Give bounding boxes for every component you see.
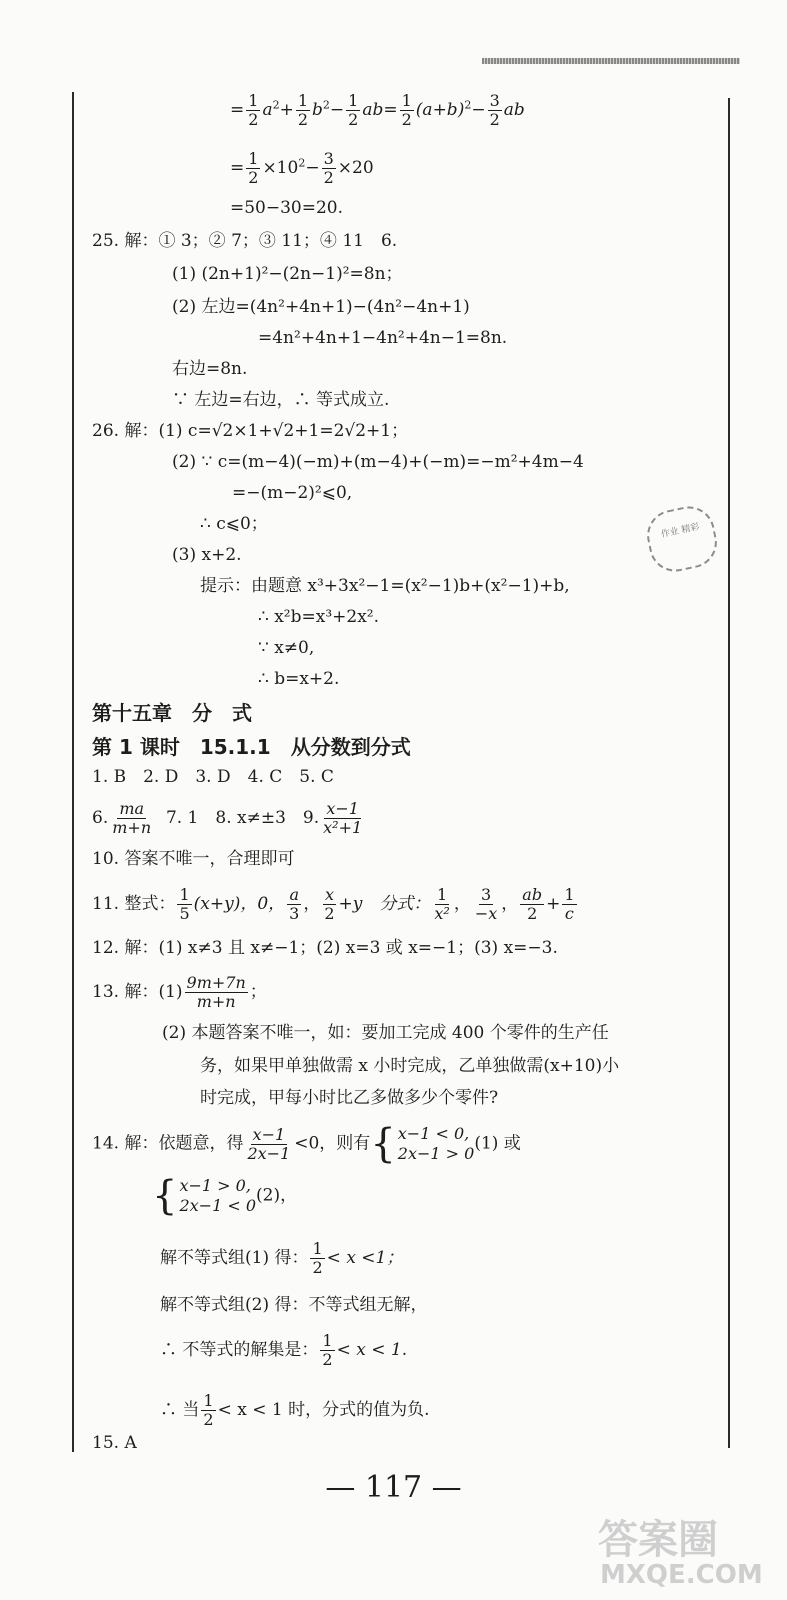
q25-part2-cont: =4n²+4n+1−4n²+4n−1=8n. bbox=[258, 328, 508, 348]
watermark-logo: 答案圈 bbox=[598, 1517, 718, 1563]
q26-hint-1: ∴ x²b=x³+2x². bbox=[258, 607, 380, 627]
eq-line-1: = $\frac{1}{2}$ $a^2+$ $\frac{1}{2}$ $b^2-$ $\frac{1}{2}$ ab= $\frac{1}{2}$ $(a+b)^2-$ $\frac{3}{2}$ ab bbox=[230, 91, 525, 129]
q13-part2-cont2: 时完成，甲每小时比乙多做多少个零件? bbox=[200, 1088, 499, 1108]
q26-part3: (3) x+2. bbox=[172, 545, 242, 565]
q6-9-answers: 6. $\frac{ma}{m+n}$ 7. 1 8. x≠±3 9. $\frac{x-1}{\text{x²+1}}$ bbox=[92, 799, 363, 837]
q26-part2-conclusion: ∴ c⩽0； bbox=[200, 514, 268, 534]
eq-line-3: =50−30=20. bbox=[230, 198, 344, 218]
q25-part2: (2) 左边=(4n²+4n+1)−(4n²−4n+1) bbox=[172, 297, 470, 317]
q25-answer: 25. 解：① 3；② 7；③ 11；④ 11 6. bbox=[92, 231, 398, 251]
stamp: 作业 精彩 bbox=[642, 502, 721, 577]
q10-answer: 10. 答案不唯一，合理即可 bbox=[92, 849, 295, 869]
q13-part2-cont1: 务，如果甲单独做需 x 小时完成，乙单独做需(x+10)小 bbox=[200, 1056, 620, 1076]
q25-part1: (1) (2n+1)²−(2n−1)²=8n； bbox=[172, 264, 403, 284]
q26-hint-3: ∴ b=x+2. bbox=[258, 669, 340, 689]
q13-part2: (2) 本题答案不唯一，如：要加工完成 400 个零件的生产任 bbox=[162, 1023, 609, 1043]
chapter-title: 第十五章 分 式 bbox=[92, 701, 252, 725]
q14-answer: 14. 解：依题意，得 $\frac{x-1}{2x-1}$ <0，则有 { x−1 < 0, 2x−1 > 0 (1) 或 bbox=[92, 1121, 521, 1167]
q26-hint: 提示：由题意 x³+3x²−1=(x²−1)b+(x²−1)+b, bbox=[200, 576, 570, 596]
q15-answer: 15. A bbox=[92, 1433, 137, 1453]
top-dotted-rule bbox=[482, 58, 740, 64]
q14-system2: { x−1 > 0, 2x−1 < 0 (2)， bbox=[152, 1173, 298, 1219]
q26-hint-2: ∵ x≠0, bbox=[258, 638, 315, 658]
page-number: — 117 — bbox=[325, 1470, 462, 1505]
q14-solve1: 解不等式组(1) 得： $\frac{1}{2}$ < x <1； bbox=[160, 1239, 404, 1277]
q26-answer: 26. 解：(1) c=√2×1+√2+1=2√2+1； bbox=[92, 421, 409, 441]
lesson-title: 第 1 课时 15.1.1 从分数到分式 bbox=[92, 735, 411, 759]
q26-part2: (2) ∵ c=(m−4)(−m)+(m−4)+(−m)=−m²+4m−4 bbox=[172, 452, 584, 472]
right-margin-rule bbox=[728, 98, 730, 1448]
q1-5-answers: 1. B 2. D 3. D 4. C 5. C bbox=[92, 767, 334, 787]
q12-answer: 12. 解：(1) x≠3 且 x≠−1；(2) x=3 或 x=−1；(3) x=−3. bbox=[92, 938, 558, 958]
watermark-url: MXQE.COM bbox=[600, 1560, 763, 1590]
eq-line-2: = $\frac{1}{2}$ $\times 10^2-$ $\frac{3}{2}$ ×20 bbox=[230, 149, 374, 187]
q26-part2-cont: =−(m−2)²⩽0, bbox=[232, 483, 353, 503]
q11-answer: 11. 整式： $\frac{1}{5}$ (x+y)，0， $\frac{a}{3}$ ， $\frac{x}{2}$ +y 分式： $\frac{1}{\text{x²}}$ ， $\frac{3}{-x}$ ， $\frac{ab}{2}$ + $\frac{1}{c}$ bbox=[92, 885, 575, 923]
q14-solve2: 解不等式组(2) 得：不等式组无解， bbox=[160, 1295, 428, 1315]
q25-right-side: 右边=8n. bbox=[172, 359, 248, 379]
q13-answer: 13. 解：(1) $\frac{9m+7n}{m+n}$ ； bbox=[92, 973, 267, 1011]
q14-solution-set: ∴ 不等式的解集是： $\frac{1}{2}$ < x < 1. bbox=[160, 1331, 408, 1369]
q14-conclusion: ∴ 当 $\frac{1}{2}$ < x < 1 时，分式的值为负. bbox=[160, 1391, 430, 1429]
q25-conclusion: ∵ 左边=右边，∴ 等式成立. bbox=[172, 390, 390, 410]
left-margin-rule bbox=[72, 92, 74, 1452]
